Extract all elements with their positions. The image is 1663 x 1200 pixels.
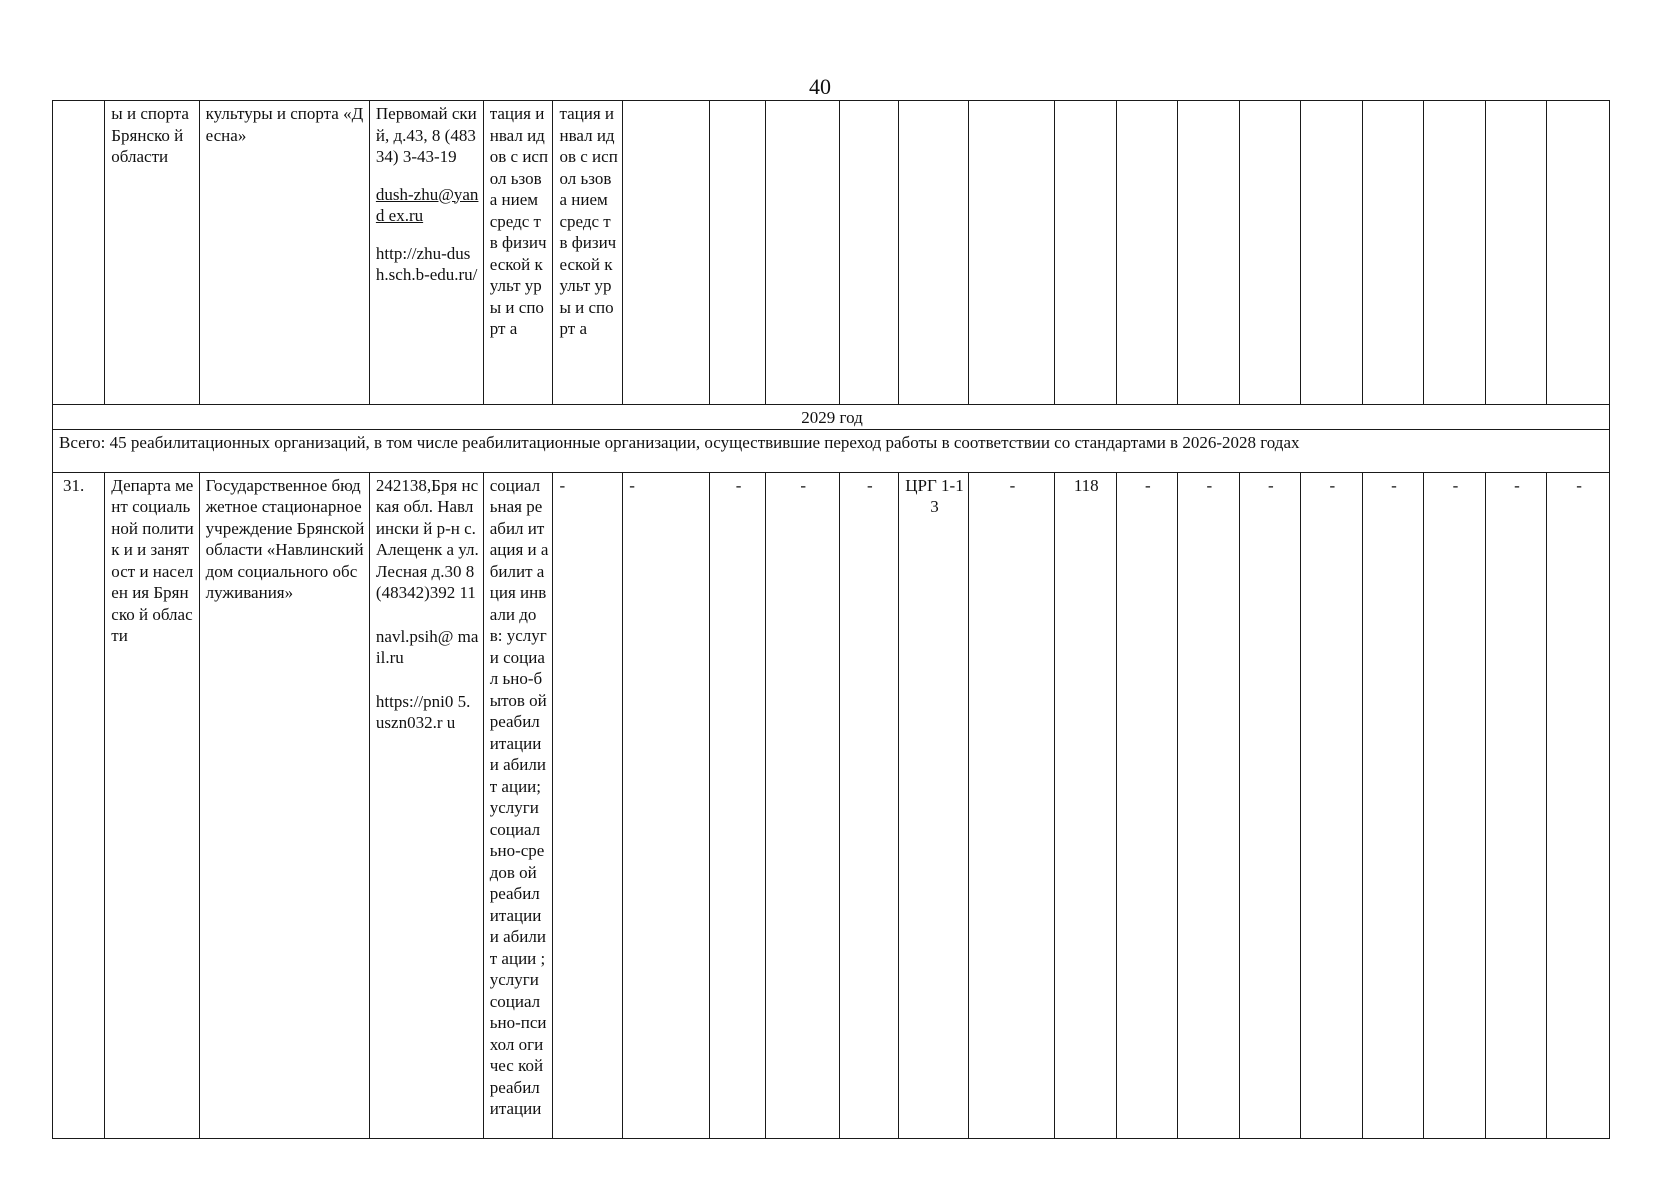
cell-organization: культуры и спорта «Десна»	[199, 101, 369, 405]
cell-value: -	[623, 472, 710, 1138]
cell-value: -	[968, 472, 1054, 1138]
cell-value: -	[1116, 472, 1178, 1138]
cell-empty	[968, 101, 1054, 405]
cell-value: -	[1424, 472, 1486, 1138]
cell-value: -	[710, 472, 765, 1138]
cell-value: -	[1239, 472, 1301, 1138]
cell-contacts	[369, 472, 483, 1138]
website-link[interactable]: https://pni0 5.uszn032.r u	[375, 691, 471, 732]
year-row	[53, 405, 1610, 430]
cell-empty	[1424, 101, 1486, 405]
cell-value: -	[1547, 472, 1610, 1138]
cell-empty	[623, 101, 710, 405]
cell-value: -	[839, 472, 898, 1138]
cell-empty	[839, 101, 898, 405]
table-row	[53, 101, 1610, 405]
address-text: 242138,Бря нская обл. Навлински й р-н с.Алещенк а ул.Лесная д.30 8 (48342)392 11	[375, 475, 479, 602]
email-link[interactable]: navl.psih@ mail.ru	[375, 626, 479, 667]
cell-value: 118	[1054, 472, 1116, 1138]
cell-empty	[710, 101, 765, 405]
cell-value: -	[765, 472, 839, 1138]
cell-authority: Департа мент социаль ной политик и и занятост и населен ия Брянско й области	[105, 472, 199, 1138]
total-text: Всего: 45 реабилитационных организаций, в том числе реабилитационные организации, осуществившие переход работы в соответствии со стандартами в 2026-2028 годах	[53, 429, 1610, 472]
cell-contacts	[369, 101, 483, 405]
cell-empty	[1178, 101, 1240, 405]
cell-number: 31.	[53, 472, 105, 1138]
cell-empty	[765, 101, 839, 405]
cell-empty	[1054, 101, 1116, 405]
cell-value: -	[1362, 472, 1424, 1138]
cell-value: -	[1301, 472, 1363, 1138]
register-table	[52, 100, 1610, 1139]
cell-value: -	[553, 472, 623, 1138]
cell-value: ЦРГ 1-13	[899, 472, 969, 1138]
cell-empty	[1362, 101, 1424, 405]
table-row	[53, 472, 1610, 1138]
cell-number	[53, 101, 105, 405]
cell-services: социал ьная реабил итация и абилит ация инвали дов: услуги социал ьно-бытов ой реабил итации и абилит ации; услуги социал ьно-средов ой реабил итации и абилит ации ; услуги социал ьно-психол огичес кой реабил итации	[483, 472, 553, 1138]
cell-empty	[1547, 101, 1610, 405]
page-number: 40	[809, 74, 831, 99]
total-row	[53, 429, 1610, 472]
cell-organization: Государственное бюджетное стационарное учреждение Брянской области «Навлинский дом социального обслуживания»	[199, 472, 369, 1138]
cell-empty	[1116, 101, 1178, 405]
cell-service-type-2: тация инвал идов с испол ьзова нием средс тв физич еской культ уры и спорт а	[553, 101, 623, 405]
cell-empty	[899, 101, 969, 405]
website-link[interactable]: http://zhu-dush.sch.b-edu.ru/	[375, 243, 478, 284]
address-text: Первомай ский, д.43, 8 (48334) 3-43-19	[375, 104, 477, 166]
cell-authority: ы и спорта Брянско й области	[105, 101, 199, 405]
email-link[interactable]: dush-zhu@yand ex.ru	[375, 184, 479, 225]
year-label: 2029 год	[53, 405, 1610, 430]
cell-empty	[1301, 101, 1363, 405]
cell-value: -	[1178, 472, 1240, 1138]
cell-empty	[1239, 101, 1301, 405]
cell-empty	[1485, 101, 1547, 405]
cell-service-type: тация инвал идов с испол ьзова нием средс тв физич еской культ уры и спорт а	[483, 101, 553, 405]
cell-value: -	[1485, 472, 1547, 1138]
